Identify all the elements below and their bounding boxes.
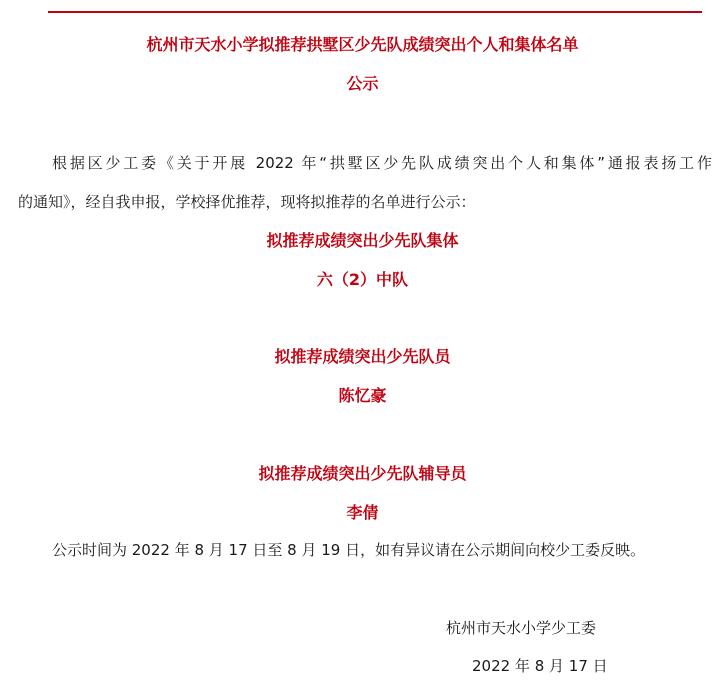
notice-period: 公示时间为 2022 年 8 月 17 日至 8 月 19 日，如有异议请在公示期间向校少工委反映。 <box>52 541 646 559</box>
page-title: 杭州市天水小学拟推荐拱墅区少先队成绩突出个人和集体名单 <box>146 35 579 54</box>
nominee-counselor: 李倩 <box>346 503 379 522</box>
intro-paragraph-line-1: 根据区少工委《关于开展 2022 年“拱墅区少先队成绩突出个人和集体”通报表扬工作 <box>52 154 712 172</box>
nominee-collective: 六（2）中队 <box>316 270 409 289</box>
section-heading-collective: 拟推荐成绩突出少先队集体 <box>266 231 459 250</box>
intro-paragraph-line-2: 的通知》，经自我申报，学校择优推荐，现将拟推荐的名单进行公示： <box>18 193 476 211</box>
page-subtitle: 公示 <box>346 74 379 93</box>
signature-date: 2022 年 8 月 17 日 <box>472 657 608 675</box>
section-heading-counselor: 拟推荐成绩突出少先队辅导员 <box>258 464 467 483</box>
top-divider <box>48 11 702 13</box>
section-heading-member: 拟推荐成绩突出少先队员 <box>274 347 451 366</box>
signature-organization: 杭州市天水小学少工委 <box>446 619 597 637</box>
nominee-member: 陈忆豪 <box>338 386 387 405</box>
